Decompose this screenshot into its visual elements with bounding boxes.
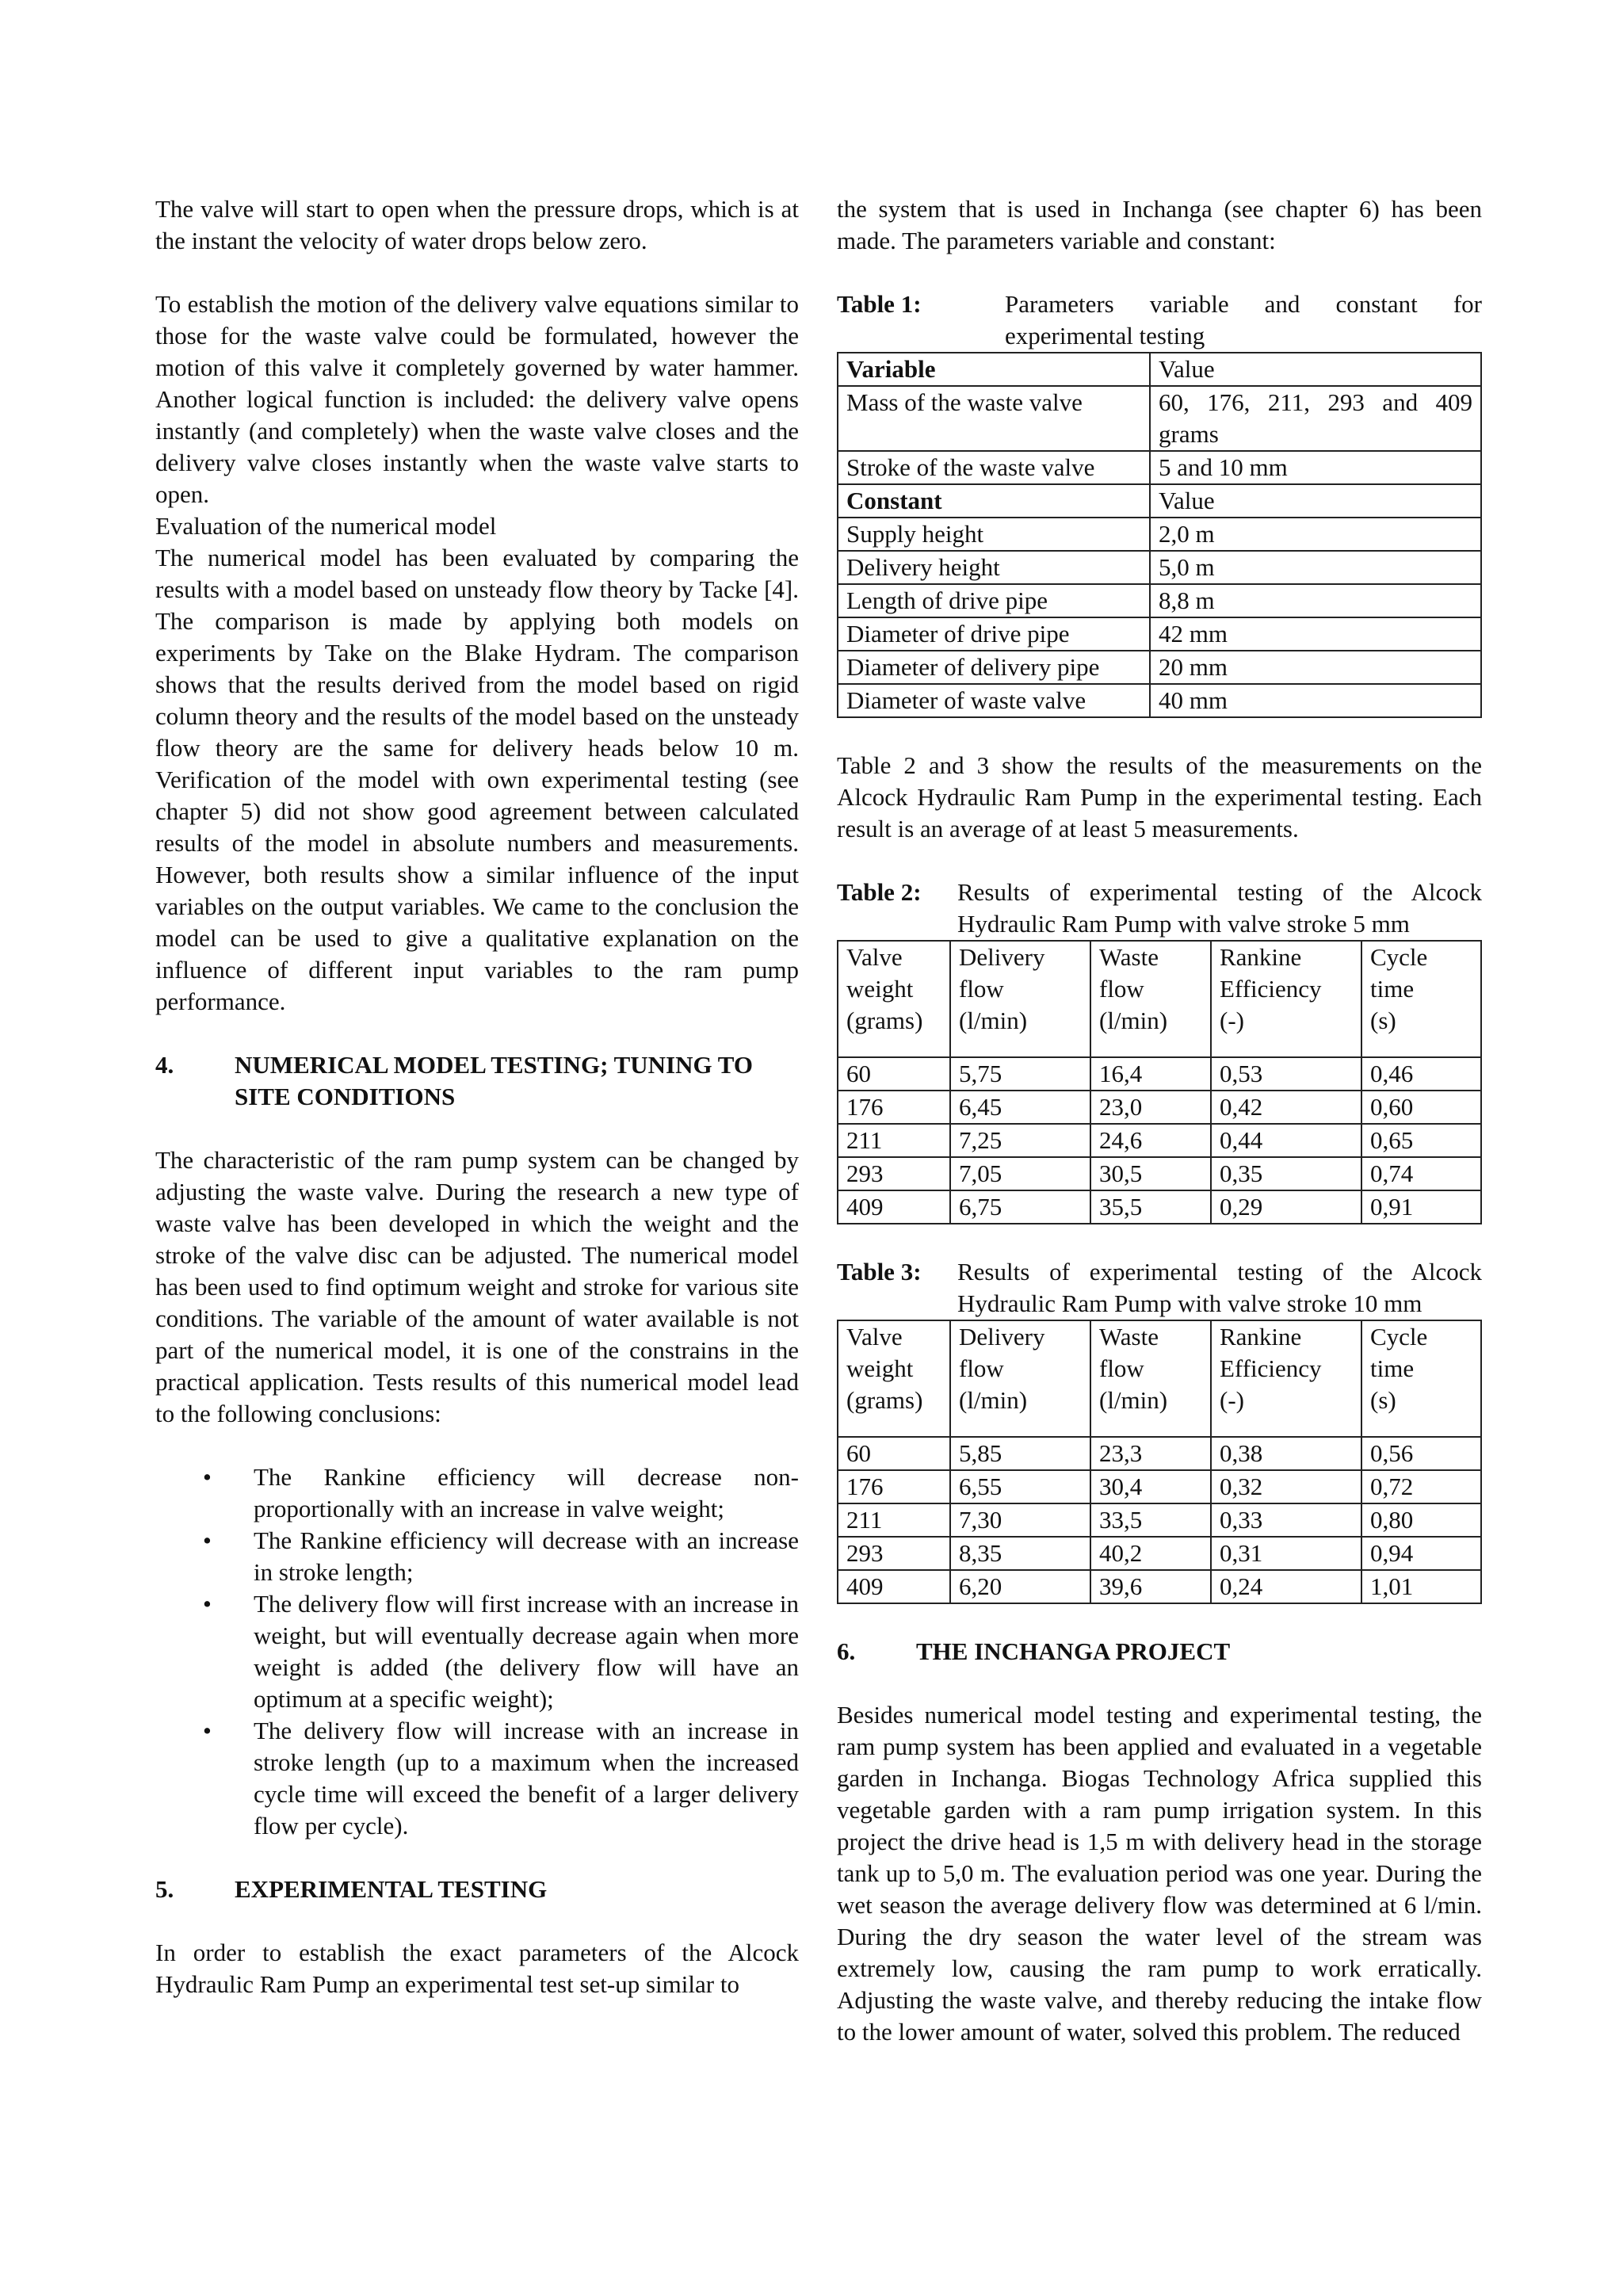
table-cell: 20 mm <box>1150 651 1481 684</box>
table-cell: 24,6 <box>1090 1124 1211 1157</box>
table-cell: 6,75 <box>950 1190 1090 1224</box>
table-row <box>838 451 1481 484</box>
table-cell: 409 <box>838 1190 950 1224</box>
table-3-caption <box>837 1256 1482 1320</box>
table-cell: 60 <box>838 1057 950 1091</box>
list-item: • The delivery flow will increase with an increase in stroke length (up to a maximum when the increased cycle time will exceed the benefit of a larger delivery flow per cycle). <box>254 1715 799 1842</box>
table-cell: 0,33 <box>1211 1503 1361 1537</box>
table-caption-text: Results of experimental testing of the Alcock Hydraulic Ram Pump with valve stroke 5 mm <box>957 878 1482 938</box>
table-cell: Stroke of the waste valve <box>838 451 1150 484</box>
table-cell: 211 <box>838 1124 950 1157</box>
table-row <box>838 1124 1481 1157</box>
column-header: Waste flow (l/min) <box>1090 1320 1211 1437</box>
table-row <box>838 1503 1481 1537</box>
table-cell: 5 and 10 mm <box>1150 451 1481 484</box>
table-label: Table 3: <box>837 1258 922 1286</box>
table-cell: 0,42 <box>1211 1091 1361 1124</box>
table-cell: 30,5 <box>1090 1157 1211 1190</box>
column-header: Cycle time (s) <box>1361 1320 1481 1437</box>
section-title: EXPERIMENTAL TESTING <box>235 1875 548 1903</box>
table-cell: 409 <box>838 1570 950 1603</box>
table-cell: 6,55 <box>950 1470 1090 1503</box>
table-cell: 30,4 <box>1090 1470 1211 1503</box>
table-cell: 0,46 <box>1361 1057 1481 1091</box>
table-cell: 5,75 <box>950 1057 1090 1091</box>
column-header: Valve weight (grams) <box>838 941 950 1057</box>
table-cell: 16,4 <box>1090 1057 1211 1091</box>
table-cell: 8,8 m <box>1150 584 1481 617</box>
table-cell: 0,91 <box>1361 1190 1481 1224</box>
section-number: 6. <box>837 1637 856 1665</box>
table-cell: 0,65 <box>1361 1124 1481 1157</box>
conclusions-list <box>155 1461 799 1842</box>
paragraph-section-4: The characteristic of the ram pump system can be changed by adjusting the waste valve. During the research a new type of waste valve has been developed in which the weight and the stroke of the valve disc can be adjusted. The numerical model has been used to find optimum weight and stroke for various site conditions. The variable of the amount of water available is not part of the numerical model, it is one of the constrains in the practical application. Tests results of this numerical model lead to the following conclusions: <box>155 1146 799 1427</box>
table-cell: Diameter of drive pipe <box>838 617 1150 651</box>
section-title: THE INCHANGA PROJECT <box>916 1637 1231 1665</box>
column-header: Valve weight (grams) <box>838 1320 950 1437</box>
table-2 <box>837 940 1482 1224</box>
table-cell: Mass of the waste valve <box>838 386 1150 451</box>
paragraph-evaluation: The numerical model has been evaluated by comparing the results with a model based on unsteady flow theory by Tacke [4]. The comparison is made by applying both models on experiments by Take on the Blake Hydram. The comparison shows that the results derived from the model based on rigid column theory and the results of the model based on the unsteady flow theory are the same for delivery heads below 10 m. Verification of the model with own experimental testing (see chapter 5) did not show good agreement between calculated results of the model in absolute numbers and measurements. However, both results show a similar influence of the input variables on the output variables. We came to the conclusion the model can be used to give a qualitative explanation on the influence of different input variables to the ram pump performance. <box>155 544 799 1015</box>
table-cell: 0,32 <box>1211 1470 1361 1503</box>
table-cell: Supply height <box>838 518 1150 551</box>
subheading-evaluation: Evaluation of the numerical model <box>155 512 497 540</box>
table-cell: Length of drive pipe <box>838 584 1150 617</box>
table-cell: 6,20 <box>950 1570 1090 1603</box>
table-cell: 0,72 <box>1361 1470 1481 1503</box>
table-row <box>838 651 1481 684</box>
table-cell: 5,0 m <box>1150 551 1481 584</box>
table-cell: 5,85 <box>950 1437 1090 1470</box>
table-cell: 211 <box>838 1503 950 1537</box>
table-cell: Constant <box>838 484 1150 518</box>
table-cell: 293 <box>838 1157 950 1190</box>
table-row <box>838 1470 1481 1503</box>
table-cell: 60, 176, 211, 293 and 409 grams <box>1150 386 1481 451</box>
table-cell: 39,6 <box>1090 1570 1211 1603</box>
column-header: Waste flow (l/min) <box>1090 941 1211 1057</box>
table-row <box>838 484 1481 518</box>
table-cell: Value <box>1150 484 1481 518</box>
table-row <box>838 518 1481 551</box>
list-item: • The Rankine efficiency will decrease non-proportionally with an increase in valve weight; <box>254 1461 799 1525</box>
table-caption-text: Results of experimental testing of the Alcock Hydraulic Ram Pump with valve stroke 10 mm <box>957 1258 1482 1317</box>
table-cell: 0,56 <box>1361 1437 1481 1470</box>
table-cell: 23,3 <box>1090 1437 1211 1470</box>
section-title: NUMERICAL MODEL TESTING; TUNING TO SITE CONDITIONS <box>235 1051 754 1110</box>
table-cell: Diameter of delivery pipe <box>838 651 1150 684</box>
table-cell: Delivery height <box>838 551 1150 584</box>
table-row <box>838 551 1481 584</box>
table-3 <box>837 1320 1482 1604</box>
column-header: Rankine Efficiency (-) <box>1211 941 1361 1057</box>
paragraph-section-5: In order to establish the exact parameters of the Alcock Hydraulic Ram Pump an experimental test set-up similar to <box>155 1939 799 1998</box>
list-item: • The Rankine efficiency will decrease with an increase in stroke length; <box>254 1525 799 1588</box>
table-cell: 0,44 <box>1211 1124 1361 1157</box>
table-cell: 293 <box>838 1537 950 1570</box>
section-6-heading <box>837 1636 1482 1668</box>
column-header: Rankine Efficiency (-) <box>1211 1320 1361 1437</box>
table-cell: 1,01 <box>1361 1570 1481 1603</box>
paragraph-intro: The valve will start to open when the pressure drops, which is at the instant the velocity of water drops below zero. <box>155 195 799 254</box>
section-4-heading <box>155 1049 799 1113</box>
table-cell: 0,94 <box>1361 1537 1481 1570</box>
table-cell: 7,05 <box>950 1157 1090 1190</box>
left-column <box>155 193 799 2000</box>
table-row <box>838 1537 1481 1570</box>
paragraph-continuation: the system that is used in Inchanga (see chapter 6) has been made. The parameters variable and constant: <box>837 195 1482 254</box>
section-5-heading <box>155 1874 799 1905</box>
table-row <box>838 584 1481 617</box>
table-row <box>838 1437 1481 1470</box>
table-cell: 6,45 <box>950 1091 1090 1124</box>
table-cell: 8,35 <box>950 1537 1090 1570</box>
table-cell: 7,30 <box>950 1503 1090 1537</box>
table-cell: 0,74 <box>1361 1157 1481 1190</box>
table-cell: Diameter of waste valve <box>838 684 1150 717</box>
paragraph-tables-intro: Table 2 and 3 show the results of the measurements on the Alcock Hydraulic Ram Pump in the experimental testing. Each result is an average of at least 5 measurements. <box>837 751 1482 842</box>
table-cell: 0,38 <box>1211 1437 1361 1470</box>
table-cell: 33,5 <box>1090 1503 1211 1537</box>
table-row <box>838 1190 1481 1224</box>
column-header: Delivery flow (l/min) <box>950 1320 1090 1437</box>
table-caption-text: Parameters variable and constant for experimental testing <box>1005 290 1482 350</box>
table-cell: Value <box>1150 353 1481 386</box>
table-row <box>838 1570 1481 1603</box>
table-row <box>838 1091 1481 1124</box>
paragraph-delivery-valve: To establish the motion of the delivery valve equations similar to those for the waste valve could be formulated, however the motion of this valve it completely governed by water hammer. Another logical function is included: the delivery valve opens instantly (and completely) when the waste valve closes and the delivery valve closes instantly when the waste valve starts to open. <box>155 290 799 508</box>
section-number: 5. <box>155 1875 174 1903</box>
table-row <box>838 1157 1481 1190</box>
table-cell: 60 <box>838 1437 950 1470</box>
table-cell: 176 <box>838 1470 950 1503</box>
table-cell: Variable <box>838 353 1150 386</box>
table-row <box>838 1057 1481 1091</box>
list-item: • The delivery flow will first increase with an increase in weight, but will eventually decrease again when more weight is added (the delivery flow will have an optimum at a specific weight); <box>254 1588 799 1715</box>
paragraph-section-6: Besides numerical model testing and experimental testing, the ram pump system has been applied and evaluated in a vegetable garden in Inchanga. Biogas Technology Africa supplied this vegetable garden with a ram pump irrigation system. In this project the drive head is 1,5 m with delivery head in the storage tank up to 5,0 m. The evaluation period was one year. During the wet season the average delivery flow was determined at 6 l/min. During the dry season the water level of the stream was extremely low, causing the ram pump to work erratically. Adjusting the waste valve, and thereby reducing the intake flow to the lower amount of water, solved this problem. The reduced <box>837 1701 1482 2046</box>
column-header: Delivery flow (l/min) <box>950 941 1090 1057</box>
section-number: 4. <box>155 1051 174 1079</box>
table-2-caption <box>837 877 1482 940</box>
table-cell: 176 <box>838 1091 950 1124</box>
table-cell: 0,60 <box>1361 1091 1481 1124</box>
table-1 <box>837 352 1482 718</box>
table-cell: 0,24 <box>1211 1570 1361 1603</box>
column-header: Cycle time (s) <box>1361 941 1481 1057</box>
table-cell: 40,2 <box>1090 1537 1211 1570</box>
table-row <box>838 684 1481 717</box>
table-cell: 35,5 <box>1090 1190 1211 1224</box>
table-cell: 0,29 <box>1211 1190 1361 1224</box>
table-row <box>838 353 1481 386</box>
table-cell: 0,80 <box>1361 1503 1481 1537</box>
table-cell: 7,25 <box>950 1124 1090 1157</box>
table-cell: 42 mm <box>1150 617 1481 651</box>
table-label: Table 1: <box>837 290 922 318</box>
table-cell: 2,0 m <box>1150 518 1481 551</box>
table-cell: 0,35 <box>1211 1157 1361 1190</box>
table-cell: 40 mm <box>1150 684 1481 717</box>
table-cell: 0,53 <box>1211 1057 1361 1091</box>
table-row <box>838 617 1481 651</box>
table-header-row <box>838 941 1481 1057</box>
table-row <box>838 386 1481 451</box>
table-cell: 0,31 <box>1211 1537 1361 1570</box>
table-cell: 23,0 <box>1090 1091 1211 1124</box>
table-header-row <box>838 1320 1481 1437</box>
table-label: Table 2: <box>837 878 922 906</box>
right-column <box>837 193 1482 2048</box>
table-1-caption <box>837 288 1482 352</box>
